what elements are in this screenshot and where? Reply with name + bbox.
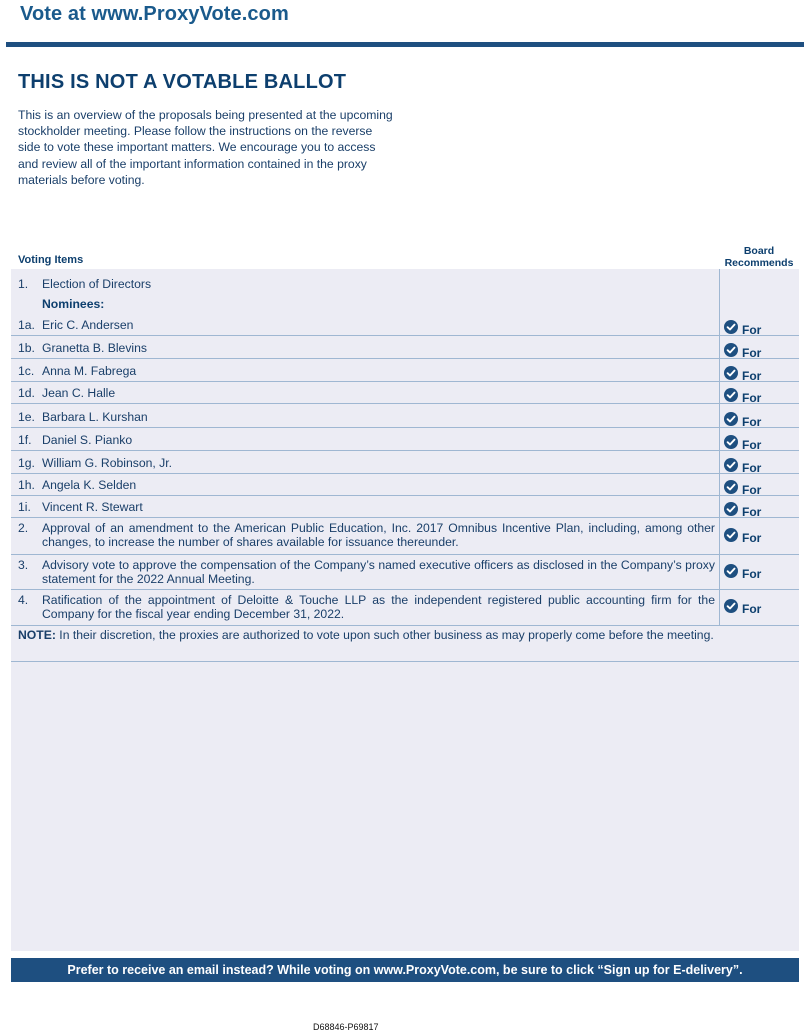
nominee-row	[11, 473, 799, 496]
nominee-name: Jean C. Halle	[42, 386, 116, 400]
nominee-name: Angela K. Selden	[42, 478, 137, 492]
proposal-number: 4.	[18, 593, 29, 607]
proposal-text: Advisory vote to approve the compensation of the Company’s named executive officers as disclosed in the Company’s proxy statement for the 2022 Annual Meeting.	[42, 558, 715, 586]
nominee-name: Granetta B. Blevins	[42, 341, 147, 355]
edelivery-text: Prefer to receive an email instead? While voting on www.ProxyVote.com, be sure to click “Sign up for E-delivery”.	[67, 963, 743, 977]
note-label: NOTE:	[18, 628, 56, 642]
item-number: 1.	[18, 277, 29, 291]
recommendation-label: For	[742, 530, 762, 545]
proposal-row	[11, 554, 799, 590]
recommendation-label: For	[742, 414, 762, 429]
proposal-number: 3.	[18, 558, 29, 572]
note-text: In their discretion, the proxies are authorized to vote upon such other business as may properly come before the meeting.	[55, 628, 714, 642]
nominee-number: 1c.	[18, 364, 35, 378]
proposal-row	[11, 517, 799, 555]
nominee-row	[11, 335, 799, 359]
nominee-name: William G. Robinson, Jr.	[42, 456, 173, 470]
proposal-text: Ratification of the appointment of Deloitte & Touche LLP as the independent registered public accounting firm for the Company for the fiscal year ending December 31, 2022.	[42, 593, 715, 621]
nominee-row	[11, 427, 799, 451]
nominee-number: 1h.	[18, 478, 35, 492]
document-code: D68846-P69817	[313, 1022, 379, 1032]
nominee-row	[11, 403, 799, 428]
edelivery-banner	[11, 958, 799, 982]
nominee-row	[11, 495, 799, 518]
proposal-row	[11, 589, 799, 626]
recommendation-label: For	[742, 601, 762, 616]
recommendation-label: For	[742, 437, 762, 452]
recommendation-label: For	[742, 460, 762, 475]
nominee-name: Daniel S. Pianko	[42, 433, 133, 447]
vote-url-title: Vote at www.ProxyVote.com	[20, 3, 289, 25]
voting-items-header: Voting Items	[18, 254, 84, 266]
nominee-name: Barbara L. Kurshan	[42, 410, 148, 424]
proposal-number: 2.	[18, 521, 29, 535]
board-header-line1: Board	[743, 245, 775, 257]
recommendation-label: For	[742, 345, 762, 360]
nominee-number: 1f.	[18, 433, 32, 447]
nominee-number: 1d.	[18, 386, 35, 400]
board-header-line2: Recommends	[724, 257, 794, 269]
check-circle-icon	[724, 564, 738, 583]
nominee-row	[11, 310, 799, 336]
nominee-number: 1e.	[18, 410, 35, 424]
intro-paragraph: This is an overview of the proposals being presented at the upcoming stockholder meeting. Please follow the instructions on the reverse side to vote these important matters. We encourage you to access and review all of the important information contained in the proxy materials before voting.	[18, 108, 393, 187]
nominee-number: 1g.	[18, 456, 35, 470]
recommendation-label: For	[742, 504, 762, 519]
ballot-heading: THIS IS NOT A VOTABLE BALLOT	[18, 71, 347, 93]
nominee-name: Eric C. Andersen	[42, 318, 134, 332]
nominee-name: Vincent R. Stewart	[42, 500, 143, 514]
recommendation-label: For	[742, 322, 762, 337]
proposal-text: Approval of an amendment to the American Public Education, Inc. 2017 Omnibus Incentive Plan, including, among other changes, to increase the number of shares available for issuance thereunder.	[42, 521, 715, 549]
nominee-row	[11, 450, 799, 474]
recommendation-label: For	[742, 390, 762, 405]
check-circle-icon	[724, 599, 738, 618]
note	[18, 628, 715, 643]
board-recommends-header	[718, 245, 800, 269]
nominee-number: 1b.	[18, 341, 35, 355]
check-circle-icon	[724, 528, 738, 547]
nominees-label: Nominees:	[42, 297, 105, 311]
recommendation-label: For	[742, 566, 762, 581]
nominee-row	[11, 358, 799, 382]
nominee-number: 1i.	[18, 500, 31, 514]
recommendation-label: For	[742, 368, 762, 383]
header-rule	[6, 42, 804, 47]
nominee-row	[11, 381, 799, 404]
item-text: Election of Directors	[42, 277, 152, 291]
nominee-name: Anna M. Fabrega	[42, 364, 137, 378]
note-rule	[11, 661, 799, 662]
recommendation-label: For	[742, 482, 762, 497]
nominee-number: 1a.	[18, 318, 35, 332]
